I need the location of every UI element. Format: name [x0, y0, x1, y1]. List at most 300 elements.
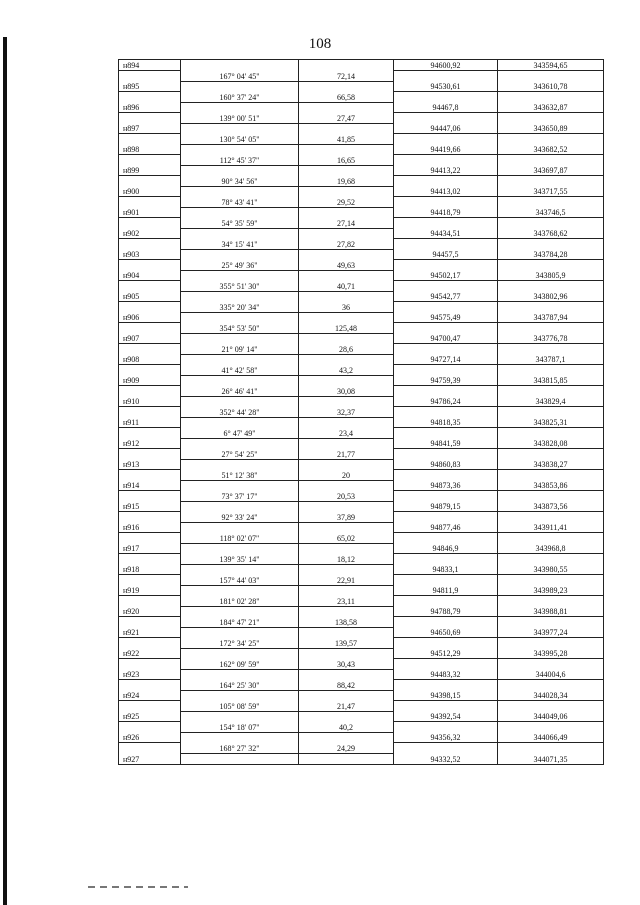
x-coordinate-cell: [394, 617, 498, 628]
point-row: [119, 459, 604, 470]
x-coordinate-cell: [394, 554, 498, 565]
x-coordinate-cell: [394, 134, 498, 145]
point-name-cell: [119, 407, 181, 418]
direction-angle-cell: [181, 186, 299, 197]
direction-angle-cell: [181, 606, 299, 617]
x-coordinate-cell: [394, 71, 498, 82]
point-name-cell: [119, 260, 181, 271]
x-coordinate-cell: 94873,36: [394, 480, 498, 491]
y-coordinate-cell: 343815,85: [498, 375, 604, 386]
y-coordinate-cell: [498, 155, 604, 166]
distance-cell: [299, 711, 394, 722]
distance-cell: [299, 669, 394, 680]
x-coordinate-cell: [394, 470, 498, 481]
distance-cell: 40,2: [299, 722, 394, 733]
direction-angle-cell: [181, 627, 299, 638]
point-name-cell: [119, 533, 181, 544]
point-row: [119, 165, 604, 176]
direction-angle-cell: 78° 43' 41": [181, 197, 299, 208]
point-name-cell: [119, 428, 181, 439]
x-coordinate-cell: [394, 302, 498, 313]
segment-row: [119, 113, 604, 124]
point-name-cell: [119, 575, 181, 586]
segment-row: [119, 533, 604, 544]
direction-angle-cell: [181, 564, 299, 575]
point-row: [119, 60, 604, 71]
distance-cell: [299, 60, 394, 71]
y-coordinate-cell: [498, 323, 604, 334]
x-coordinate-cell: 94841,59: [394, 438, 498, 449]
point-name-cell: н924: [119, 690, 181, 701]
x-coordinate-cell: [394, 239, 498, 250]
direction-angle-cell: 27° 54' 25": [181, 449, 299, 460]
y-coordinate-cell: 343853,86: [498, 480, 604, 491]
distance-cell: [299, 249, 394, 260]
distance-cell: 21,77: [299, 449, 394, 460]
direction-angle-cell: [181, 144, 299, 155]
direction-angle-cell: 354° 53' 50": [181, 323, 299, 334]
direction-angle-cell: [181, 711, 299, 722]
binder-edge-bar: [3, 37, 7, 905]
segment-row: [119, 554, 604, 565]
point-row: [119, 648, 604, 659]
x-coordinate-cell: 94759,39: [394, 375, 498, 386]
y-coordinate-cell: [498, 365, 604, 376]
y-coordinate-cell: [498, 92, 604, 103]
point-name-cell: н898: [119, 144, 181, 155]
direction-angle-cell: 92° 33' 24": [181, 512, 299, 523]
distance-cell: 32,37: [299, 407, 394, 418]
y-coordinate-cell: [498, 659, 604, 670]
y-coordinate-cell: 343980,55: [498, 564, 604, 575]
direction-angle-cell: 184° 47' 21": [181, 617, 299, 628]
distance-cell: [299, 543, 394, 554]
x-coordinate-cell: [394, 638, 498, 649]
point-name-cell: [119, 638, 181, 649]
page-number: 108: [308, 36, 332, 52]
direction-angle-cell: 6° 47' 49": [181, 428, 299, 439]
y-coordinate-cell: 343594,65: [498, 60, 604, 71]
distance-cell: [299, 354, 394, 365]
distance-cell: 21,47: [299, 701, 394, 712]
y-coordinate-cell: [498, 281, 604, 292]
y-coordinate-cell: 344049,06: [498, 711, 604, 722]
point-name-cell: н921: [119, 627, 181, 638]
distance-cell: [299, 522, 394, 533]
segment-row: [119, 449, 604, 460]
y-coordinate-cell: 343828,08: [498, 438, 604, 449]
x-coordinate-cell: [394, 701, 498, 712]
segment-row: [119, 281, 604, 292]
point-name-cell: [119, 449, 181, 460]
x-coordinate-cell: 94530,61: [394, 81, 498, 92]
point-name-cell: [119, 722, 181, 733]
x-coordinate-cell: 94700,47: [394, 333, 498, 344]
y-coordinate-cell: 343787,1: [498, 354, 604, 365]
point-name-cell: [119, 92, 181, 103]
point-name-cell: н923: [119, 669, 181, 680]
point-name-cell: [119, 365, 181, 376]
y-coordinate-cell: [498, 344, 604, 355]
y-coordinate-cell: 343977,24: [498, 627, 604, 638]
segment-row: [119, 176, 604, 187]
direction-angle-cell: 154° 18' 07": [181, 722, 299, 733]
distance-cell: 18,12: [299, 554, 394, 565]
segment-row: [119, 365, 604, 376]
point-name-cell: [119, 302, 181, 313]
distance-cell: 22,91: [299, 575, 394, 586]
x-coordinate-cell: [394, 155, 498, 166]
point-name-cell: н907: [119, 333, 181, 344]
segment-row: [119, 512, 604, 523]
segment-row: [119, 638, 604, 649]
direction-angle-cell: 139° 00' 51": [181, 113, 299, 124]
point-name-cell: [119, 71, 181, 82]
y-coordinate-cell: [498, 743, 604, 754]
distance-cell: [299, 228, 394, 239]
y-coordinate-cell: [498, 722, 604, 733]
distance-cell: 19,68: [299, 176, 394, 187]
y-coordinate-cell: 343784,28: [498, 249, 604, 260]
distance-cell: [299, 291, 394, 302]
direction-angle-cell: [181, 312, 299, 323]
distance-cell: [299, 396, 394, 407]
direction-angle-cell: 352° 44' 28": [181, 407, 299, 418]
y-coordinate-cell: 343746,5: [498, 207, 604, 218]
segment-row: [119, 575, 604, 586]
distance-cell: [299, 648, 394, 659]
y-coordinate-cell: 343838,27: [498, 459, 604, 470]
distance-cell: 40,71: [299, 281, 394, 292]
point-row: [119, 417, 604, 428]
direction-angle-cell: [181, 81, 299, 92]
point-name-cell: [119, 659, 181, 670]
direction-angle-cell: [181, 291, 299, 302]
x-coordinate-cell: [394, 512, 498, 523]
point-row: [119, 501, 604, 512]
point-name-cell: [119, 113, 181, 124]
y-coordinate-cell: [498, 428, 604, 439]
point-name-cell: н913: [119, 459, 181, 470]
segment-row: [119, 239, 604, 250]
point-name-cell: н927: [119, 753, 181, 764]
point-name-cell: н900: [119, 186, 181, 197]
point-row: [119, 753, 604, 764]
footer-marks: [88, 886, 188, 888]
segment-row: [119, 92, 604, 103]
point-row: [119, 123, 604, 134]
point-name-cell: н909: [119, 375, 181, 386]
point-name-cell: [119, 134, 181, 145]
y-coordinate-cell: 343787,94: [498, 312, 604, 323]
direction-angle-cell: [181, 333, 299, 344]
distance-cell: [299, 81, 394, 92]
point-name-cell: [119, 218, 181, 229]
x-coordinate-cell: 94447,06: [394, 123, 498, 134]
x-coordinate-cell: 94467,8: [394, 102, 498, 113]
distance-cell: [299, 606, 394, 617]
y-coordinate-cell: [498, 596, 604, 607]
x-coordinate-cell: [394, 428, 498, 439]
segment-row: [119, 701, 604, 712]
y-coordinate-cell: 343768,62: [498, 228, 604, 239]
y-coordinate-cell: [498, 470, 604, 481]
y-coordinate-cell: [498, 71, 604, 82]
point-name-cell: [119, 386, 181, 397]
point-row: [119, 669, 604, 680]
point-row: [119, 102, 604, 113]
y-coordinate-cell: 343995,28: [498, 648, 604, 659]
point-name-cell: н910: [119, 396, 181, 407]
point-name-cell: н914: [119, 480, 181, 491]
direction-angle-cell: 181° 02' 28": [181, 596, 299, 607]
direction-angle-cell: [181, 375, 299, 386]
x-coordinate-cell: 94413,22: [394, 165, 498, 176]
point-row: [119, 270, 604, 281]
x-coordinate-cell: 94392,54: [394, 711, 498, 722]
direction-angle-cell: 335° 20' 34": [181, 302, 299, 313]
point-row: [119, 186, 604, 197]
distance-cell: 28,6: [299, 344, 394, 355]
segment-row: [119, 344, 604, 355]
x-coordinate-cell: 94483,32: [394, 669, 498, 680]
direction-angle-cell: [181, 753, 299, 764]
y-coordinate-cell: 344071,35: [498, 753, 604, 764]
point-row: [119, 354, 604, 365]
y-coordinate-cell: 343717,55: [498, 186, 604, 197]
segment-row: [119, 617, 604, 628]
point-row: [119, 543, 604, 554]
segment-row: [119, 386, 604, 397]
y-coordinate-cell: 343805,9: [498, 270, 604, 281]
segment-row: [119, 659, 604, 670]
point-row: [119, 690, 604, 701]
x-coordinate-cell: 94434,51: [394, 228, 498, 239]
distance-cell: 66,58: [299, 92, 394, 103]
x-coordinate-cell: [394, 743, 498, 754]
point-name-cell: н905: [119, 291, 181, 302]
x-coordinate-cell: [394, 281, 498, 292]
point-name-cell: [119, 239, 181, 250]
distance-cell: 125,48: [299, 323, 394, 334]
direction-angle-cell: 139° 35' 14": [181, 554, 299, 565]
x-coordinate-cell: 94457,5: [394, 249, 498, 260]
segment-row: [119, 722, 604, 733]
point-row: [119, 228, 604, 239]
y-coordinate-cell: 343610,78: [498, 81, 604, 92]
point-name-cell: н926: [119, 732, 181, 743]
segment-row: [119, 470, 604, 481]
point-row: [119, 291, 604, 302]
x-coordinate-cell: [394, 659, 498, 670]
direction-angle-cell: [181, 123, 299, 134]
point-name-cell: [119, 743, 181, 754]
distance-cell: 138,58: [299, 617, 394, 628]
direction-angle-cell: [181, 249, 299, 260]
point-row: [119, 564, 604, 575]
x-coordinate-cell: 94398,15: [394, 690, 498, 701]
point-name-cell: н908: [119, 354, 181, 365]
segment-row: [119, 197, 604, 208]
y-coordinate-cell: 343988,81: [498, 606, 604, 617]
distance-cell: [299, 480, 394, 491]
point-row: [119, 522, 604, 533]
y-coordinate-cell: [498, 176, 604, 187]
direction-angle-cell: 54° 35' 59": [181, 218, 299, 229]
direction-angle-cell: [181, 669, 299, 680]
distance-cell: [299, 312, 394, 323]
point-name-cell: н915: [119, 501, 181, 512]
point-name-cell: н911: [119, 417, 181, 428]
point-name-cell: н894: [119, 60, 181, 71]
point-row: [119, 396, 604, 407]
point-name-cell: [119, 617, 181, 628]
point-row: [119, 480, 604, 491]
distance-cell: 88,42: [299, 680, 394, 691]
direction-angle-cell: [181, 522, 299, 533]
distance-cell: [299, 627, 394, 638]
y-coordinate-cell: [498, 701, 604, 712]
distance-cell: [299, 186, 394, 197]
x-coordinate-cell: 94877,46: [394, 522, 498, 533]
distance-cell: [299, 585, 394, 596]
direction-angle-cell: [181, 501, 299, 512]
x-coordinate-cell: [394, 575, 498, 586]
y-coordinate-cell: 343697,87: [498, 165, 604, 176]
distance-cell: 41,85: [299, 134, 394, 145]
point-name-cell: н897: [119, 123, 181, 134]
distance-cell: 30,43: [299, 659, 394, 670]
point-row: [119, 207, 604, 218]
y-coordinate-cell: 343802,96: [498, 291, 604, 302]
x-coordinate-cell: 94512,29: [394, 648, 498, 659]
x-coordinate-cell: 94356,32: [394, 732, 498, 743]
x-coordinate-cell: 94833,1: [394, 564, 498, 575]
distance-cell: [299, 102, 394, 113]
segment-row: [119, 323, 604, 334]
x-coordinate-cell: 94846,9: [394, 543, 498, 554]
y-coordinate-cell: [498, 491, 604, 502]
y-coordinate-cell: 343873,56: [498, 501, 604, 512]
point-name-cell: [119, 155, 181, 166]
direction-angle-cell: 118° 02' 07": [181, 533, 299, 544]
distance-cell: [299, 753, 394, 764]
x-coordinate-cell: 94575,49: [394, 312, 498, 323]
direction-angle-cell: [181, 648, 299, 659]
point-name-cell: н920: [119, 606, 181, 617]
y-coordinate-cell: 343989,23: [498, 585, 604, 596]
segment-row: [119, 743, 604, 754]
direction-angle-cell: 355° 51' 30": [181, 281, 299, 292]
point-name-cell: [119, 470, 181, 481]
direction-angle-cell: 73° 37' 17": [181, 491, 299, 502]
coordinates-table: [118, 59, 604, 765]
segment-row: [119, 71, 604, 82]
point-name-cell: н895: [119, 81, 181, 92]
y-coordinate-cell: 343632,87: [498, 102, 604, 113]
point-name-cell: [119, 323, 181, 334]
distance-cell: 24,29: [299, 743, 394, 754]
y-coordinate-cell: [498, 239, 604, 250]
point-row: [119, 249, 604, 260]
direction-angle-cell: [181, 438, 299, 449]
point-name-cell: [119, 491, 181, 502]
y-coordinate-cell: [498, 113, 604, 124]
point-row: [119, 81, 604, 92]
y-coordinate-cell: [498, 302, 604, 313]
x-coordinate-cell: 94860,83: [394, 459, 498, 470]
direction-angle-cell: [181, 543, 299, 554]
distance-cell: 29,52: [299, 197, 394, 208]
distance-cell: 16,65: [299, 155, 394, 166]
direction-angle-cell: [181, 102, 299, 113]
distance-cell: 27,14: [299, 218, 394, 229]
direction-angle-cell: [181, 396, 299, 407]
direction-angle-cell: [181, 690, 299, 701]
x-coordinate-cell: [394, 386, 498, 397]
x-coordinate-cell: [394, 344, 498, 355]
distance-cell: [299, 270, 394, 281]
point-name-cell: н918: [119, 564, 181, 575]
x-coordinate-cell: 94502,17: [394, 270, 498, 281]
segment-row: [119, 302, 604, 313]
y-coordinate-cell: 343968,8: [498, 543, 604, 554]
distance-cell: 27,47: [299, 113, 394, 124]
x-coordinate-cell: [394, 260, 498, 271]
point-name-cell: [119, 197, 181, 208]
direction-angle-cell: [181, 459, 299, 470]
distance-cell: 23,4: [299, 428, 394, 439]
y-coordinate-cell: 343682,52: [498, 144, 604, 155]
point-name-cell: [119, 554, 181, 565]
point-row: [119, 333, 604, 344]
y-coordinate-cell: [498, 512, 604, 523]
direction-angle-cell: [181, 60, 299, 71]
x-coordinate-cell: [394, 218, 498, 229]
point-name-cell: н922: [119, 648, 181, 659]
direction-angle-cell: 172° 34' 25": [181, 638, 299, 649]
point-name-cell: н904: [119, 270, 181, 281]
y-coordinate-cell: 343829,4: [498, 396, 604, 407]
point-name-cell: н919: [119, 585, 181, 596]
distance-cell: [299, 123, 394, 134]
y-coordinate-cell: 343776,78: [498, 333, 604, 344]
distance-cell: [299, 459, 394, 470]
x-coordinate-cell: 94418,79: [394, 207, 498, 218]
y-coordinate-cell: [498, 638, 604, 649]
distance-cell: 20,53: [299, 491, 394, 502]
direction-angle-cell: [181, 480, 299, 491]
direction-angle-cell: 164° 25' 30": [181, 680, 299, 691]
point-name-cell: н925: [119, 711, 181, 722]
point-row: [119, 627, 604, 638]
point-row: [119, 606, 604, 617]
y-coordinate-cell: [498, 449, 604, 460]
distance-cell: [299, 438, 394, 449]
distance-cell: 43,2: [299, 365, 394, 376]
distance-cell: 27,82: [299, 239, 394, 250]
y-coordinate-cell: [498, 260, 604, 271]
point-row: [119, 711, 604, 722]
direction-angle-cell: 130° 54' 05": [181, 134, 299, 145]
distance-cell: [299, 207, 394, 218]
x-coordinate-cell: 94650,69: [394, 627, 498, 638]
point-name-cell: н917: [119, 543, 181, 554]
y-coordinate-cell: [498, 218, 604, 229]
y-coordinate-cell: [498, 407, 604, 418]
direction-angle-cell: [181, 417, 299, 428]
point-name-cell: [119, 344, 181, 355]
